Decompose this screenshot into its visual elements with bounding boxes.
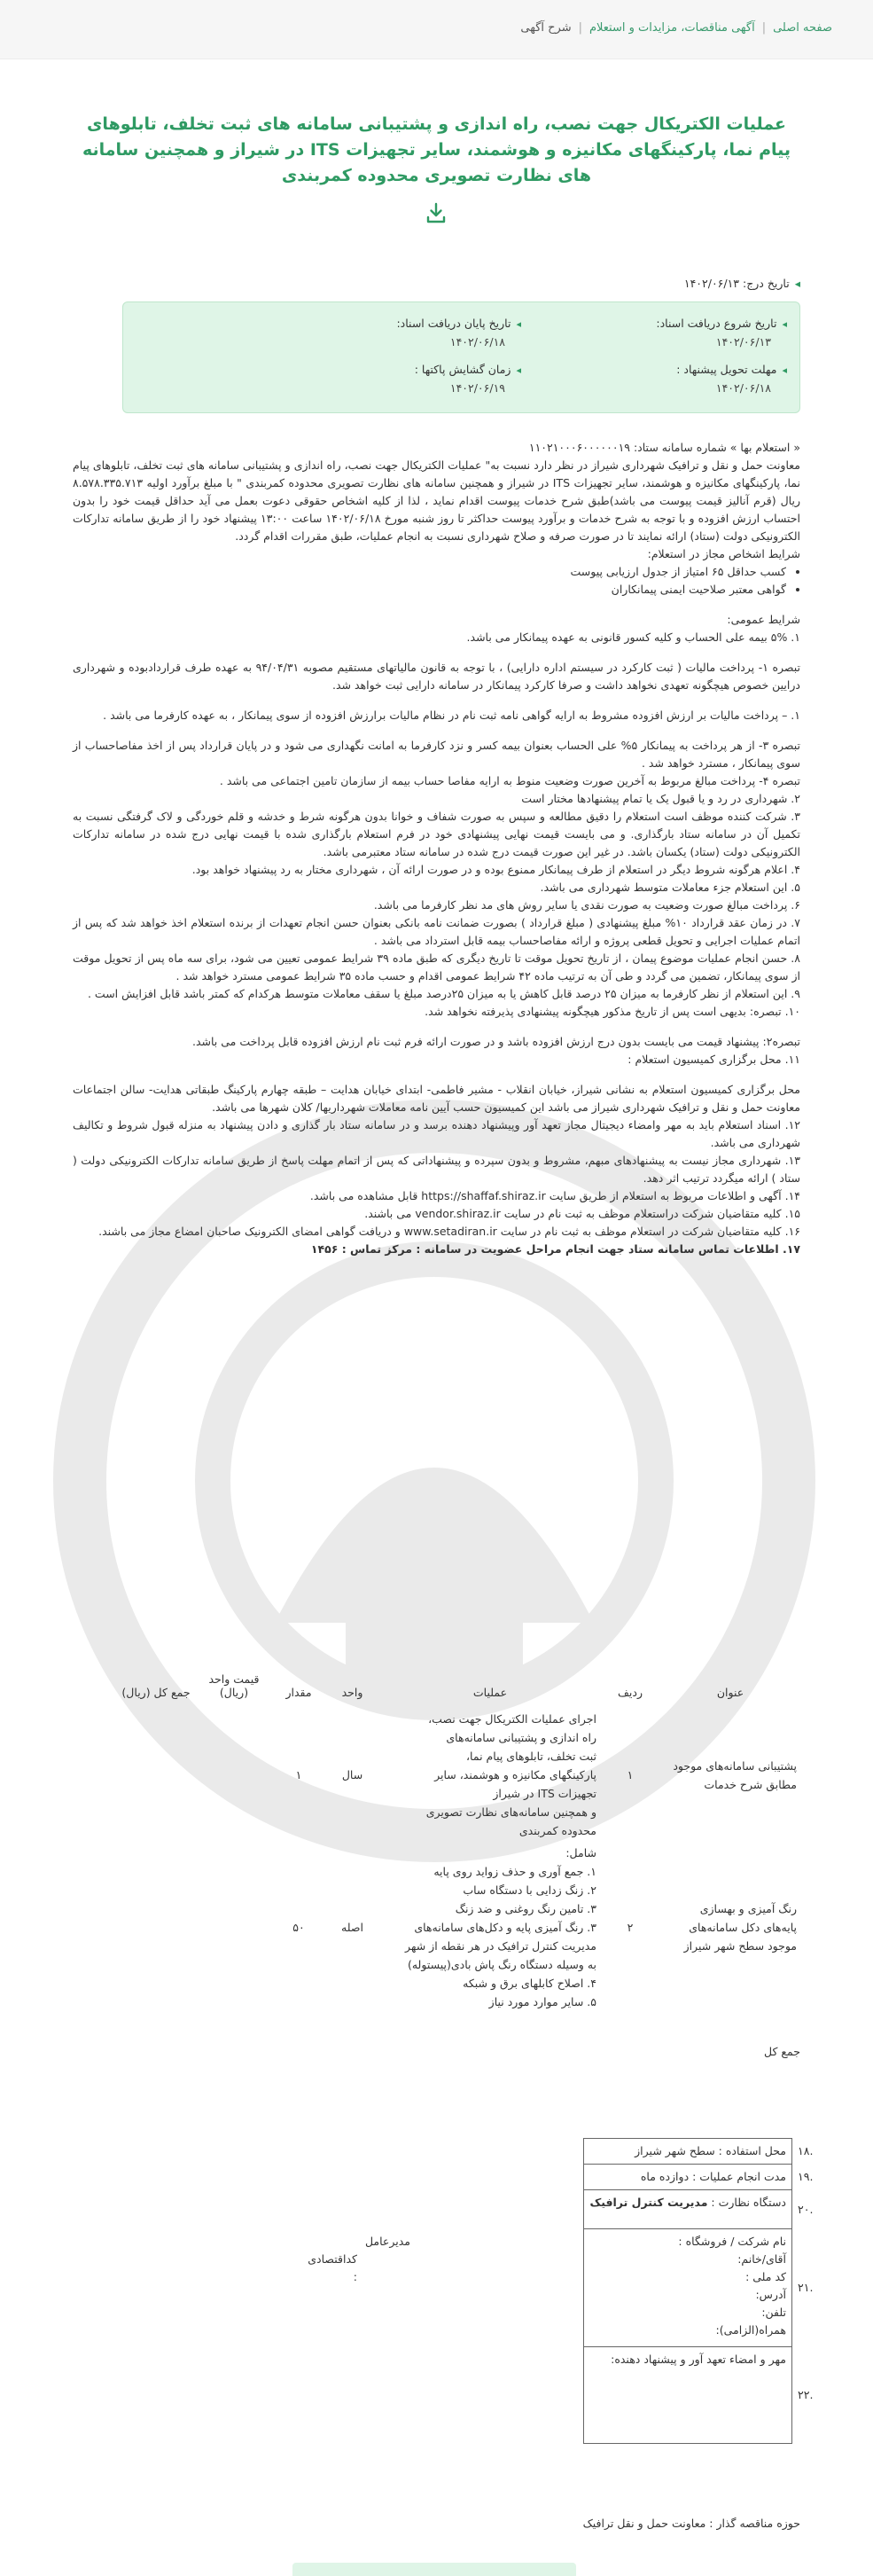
download-icon[interactable] — [424, 200, 448, 225]
table-row — [584, 2165, 833, 2190]
row-title: رنگ آمیزی و بهسازی پایه‌های دکل سامانه‌های موجود سطح شهر شیراز — [683, 1902, 797, 1953]
breadcrumb-bar — [0, 0, 873, 59]
col-unit-price: قیمت واحد (ریال) — [208, 1672, 260, 1699]
receive-start-date — [521, 315, 787, 351]
condition-2: ۲. شهرداری در رد و یا قبول یک یا تمام پیشنهادها مختار است — [521, 792, 800, 805]
breadcrumb — [520, 21, 832, 35]
breadcrumb-current: شرح آگهی — [520, 21, 572, 35]
operation-duration: مدت انجام عملیات : دوازده ماه — [584, 2165, 792, 2190]
company-name-field: نام شرکت / فروشگاه : — [678, 2235, 786, 2248]
row-unit: سال — [341, 1768, 363, 1781]
note-4: تبصره ۴- پرداخت مبالغ مربوط به آخرین صورت وضعیت منوط به ارایه مفاصا حساب بیمه از سازمان تامین اجتماعی می باشد . — [219, 774, 800, 787]
registration-date-label: تاریخ درج: — [739, 277, 790, 290]
registration-date — [684, 277, 800, 290]
opening-value: ۱۴۰۲/۰۶/۱۹ — [449, 381, 505, 395]
registration-date-value: ۱۴۰۲/۰۶/۱۳ — [683, 277, 740, 290]
operation-line: ۵. سایر موارد مورد نیاز — [488, 1995, 596, 2008]
operation-line: محدوده کمربندی — [518, 1824, 596, 1837]
row-number: .۲۲ — [798, 2388, 814, 2401]
row-number: .۱۸ — [798, 2144, 814, 2157]
receive-end-label: ◂ تاریخ پایان دریافت اسناد: — [255, 315, 521, 333]
mobile-field: همراه(الزامی): — [715, 2323, 786, 2337]
supervisor-value: مدیریت کنترل ترافیک — [589, 2196, 708, 2209]
row-number: .۲۱ — [798, 2281, 814, 2294]
row-number: ۲ — [627, 1921, 634, 1934]
row-total — [117, 1842, 195, 2013]
economic-code-label: کداقتصادی : — [308, 2252, 357, 2283]
breadcrumb-home-link[interactable]: صفحه اصلی — [773, 21, 832, 35]
address-field: آدرس: — [755, 2288, 786, 2301]
row-total — [117, 1708, 195, 1842]
usage-location: محل استفاده : سطح شهر شیراز — [584, 2139, 792, 2165]
table-row — [117, 1708, 800, 1842]
condition-10: ۱۰. تبصره: بدیهی است پس از تاریخ مذکور هیچگونه پیشنهادی پذیرفته نخواهد شد. — [425, 1005, 800, 1018]
deadline-label: ◂ مهلت تحویل پیشنهاد : — [521, 361, 787, 380]
table-row — [584, 2229, 833, 2347]
manager-label: مدیرعامل — [364, 2235, 410, 2248]
operation-line: تجهیزات ITS در شیراز — [493, 1787, 596, 1800]
table-row — [584, 2139, 833, 2165]
operation-line: مدیریت کنترل ترافیک در هر نقطه از شهر — [405, 1939, 596, 1953]
operation-line: ۱. جمع آوری و حذف زواید روی پایه — [433, 1865, 596, 1878]
tender-intro: معاونت حمل و نقل و ترافیک شهرداری شیراز در نظر دارد نسبت به" عملیات الکتریکال جهت نصب، راه اندازی و پشتیبانی سامانه های ثبت تخلف، تابلوهای پیام نما، پارکینگهای مکانیزه و هوشمند، سایر تجهیزات ITS در شیراز و همچنین سامانه های نظارت تصویری محدوده کمربندی " با مبلغ برآورد اولیه ۸.۵۷۸.۳۳۵.۷۱۳ ریال (قرم آنالیز قیمت پیوست می باشد)طبق شرح خدمات پیوست اقدام نماید ، لذا از کلیه اشخاص حقوقی دعوت بعمل می آید حداقل قیمت خود را بدون احتساب ارزش افزوده و با توجه به شرح خدمات و برآورد پیوست حداکثر تا روز شنبه مورخ ۱۴۰۲/۰۶/۱۸ ساعت ۱۳:۰۰ پیشنهاد خود را از طریق سامانه تدارکات الکترونیکی دولت (ستاد) ارائه نمایند تا در صورت صرفه و صلاح شهرداری نسبت به انجام عملیات، طبق مقررات اقدام گردد. — [73, 458, 801, 543]
row-unit: اصله — [341, 1921, 363, 1934]
condition-15: ۱۵. کلیه متقاضیان شرکت دراستعلام موظف به ثبت نام در سایت vendor.shiraz.ir می باشند. — [364, 1207, 800, 1220]
receive-end-value: ۱۴۰۲/۰۶/۱۸ — [449, 335, 505, 348]
submission-deadline — [521, 361, 787, 397]
proposer-department: حوزه مناقصه گذار : معاونت حمل و نقل ترافیک — [582, 2517, 800, 2530]
eligible-list — [73, 563, 800, 599]
opening-date — [255, 361, 521, 397]
row-qty: ۵۰ — [292, 1921, 305, 1934]
condition-8: ۸. حسن انجام عملیات موضوع پیمان ، از تاریخ تحویل موقت تا تاریخ دیگری که طبق ماده ۳۹ شرایط عمومی تعیین می شود، برای سه ماه پس از تحویل موقت از سوی پیمانکار، تضمین می گردد و طی آن به ترتیب ماده ۴۲ شرایط عمومی اقدام و حسب ماده ۳۵ شرایط عمومی مسترد خواهد شد . — [73, 951, 800, 983]
row-operations — [380, 1708, 600, 1842]
table-row — [117, 1842, 800, 2013]
table-row — [584, 2190, 833, 2229]
table-row — [584, 2347, 833, 2444]
condition-16: ۱۶. کلیه متقاضیان شرکت در استعلام موظف به ثبت نام در سایت www.setadiran.ir و دریافت گواهی امضای الکترونیک صاحبان امضاع مجاز می باشند. — [98, 1225, 800, 1238]
condition-7: ۷. در زمان عقد قرارداد ۱۰% مبلغ پیشنهادی ( مبلغ قرارداد ) بصورت ضمانت نامه بانکی بعنوان حسن انجام تعهدات از برنده استعلام اخذ خواهد شد که پس از اتمام عملیات اجرایی و تحویل قطعی پروژه و ارائه مفاصاحساب بیمه قابل استرداد می باشد . — [73, 916, 800, 947]
operation-line: شامل: — [565, 1846, 596, 1860]
breadcrumb-section-link[interactable]: آگهی مناقصات، مزایدات و استعلام — [588, 21, 755, 35]
phone-field: تلفن: — [761, 2306, 786, 2319]
eligible-title: شرایط اشخاص مجاز در استعلام: — [647, 547, 800, 560]
operation-line: ثبت تخلف، تابلوهای پیام نما، — [466, 1750, 596, 1763]
condition-5: ۵. این استعلام جزء معاملات متوسط شهرداری می باشد. — [540, 881, 800, 894]
price-table — [117, 1669, 800, 2013]
footer-action-button[interactable] — [292, 2563, 576, 2576]
contractor-info — [308, 2229, 792, 2347]
row-number: .۱۹ — [798, 2170, 814, 2183]
row-operations — [380, 1842, 600, 2013]
receive-end-date — [255, 315, 521, 351]
operation-line: راه اندازی و پشتیبانی سامانه‌های — [446, 1731, 596, 1744]
col-operations: عملیات — [472, 1686, 508, 1699]
condition-13: ۱۳. شهرداری مجاز نیست به پیشنهادهای مبهم، مشروط و بدون سپرده و پیشنهاداتی که پس از اتمام مهلت پاسخ از طریق سامانه تدارکات الکترونیکی دولت ( ستاد ) ارائه میگردد ترتیب اثر دهد. — [73, 1154, 800, 1185]
operation-line: ۲. زنگ زدایی با دستگاه ساب — [463, 1883, 596, 1897]
row-unit-price — [195, 1842, 273, 2013]
row-number: .۲۰ — [798, 2202, 814, 2216]
operation-line: ۳. تامین رنگ روغنی و ضد زنگ — [455, 1902, 596, 1915]
note-3: تبصره ۳- از هر پرداخت به پیمانکار ۵% علی الحساب بعنوان بیمه کسر و نزد کارفرما به امانت نگهداری می شود و در پایان قرارداد پس از اخذ مفاصاحساب از سوی پیمانکار ، مسترد خواهد شد . — [73, 739, 800, 770]
col-title: عنوان — [716, 1686, 744, 1699]
breadcrumb-separator: | — [578, 21, 582, 35]
breadcrumb-separator: | — [761, 21, 767, 35]
grand-total-label: جمع کل — [764, 2045, 800, 2058]
condition-6: ۶. پرداخت مبالغ صورت وضعیت به صورت نقدی یا سایر روش های مد نظر کارفرما می باشد. — [373, 898, 800, 912]
operation-line: ۴. اصلاح کابلهای برق و شبکه — [463, 1977, 596, 1990]
condition-12: ۱۲. اسناد استعلام باید به مهر وامضاء دیجیتال مجاز تعهد آور وپیشنهاد دهنده برسد و در سامانه ستاد بار گذاری و دادن پیشنهاد به منزله قبول شروط و تکالیف شهرداری می باشد. — [73, 1118, 800, 1149]
deadline-value: ۱۴۰۲/۰۶/۱۸ — [715, 381, 771, 395]
receive-start-value: ۱۴۰۲/۰۶/۱۳ — [715, 335, 771, 348]
tender-body — [73, 439, 800, 1258]
contract-info-table — [308, 2138, 833, 2444]
condition-9: ۹. این استعلام از نظر کارفرما به میزان ۲۵ درصد قابل کاهش یا به میزان ۲۵درصد مبلغ یا سقف معاملات متوسط هرکدام که کمتر باشد قابل افزایش است . — [87, 987, 800, 1000]
col-total: جمع کل (ریال) — [121, 1686, 191, 1699]
signature-field: مهر و امضاء تعهد آور و پیشنهاد دهنده: — [584, 2347, 792, 2444]
list-item: • کسب حداقل ۶۵ امتیاز از جدول ارزیابی پیوست — [73, 563, 786, 581]
general-conditions-title: شرایط عمومی: — [727, 613, 800, 626]
tender-system-number: « استعلام بها » شماره سامانه ستاد: ۱۱۰۲۱۰۰۰۶۰۰۰۰۰۰۱۹ — [528, 441, 800, 454]
col-row: ردیف — [617, 1686, 643, 1699]
table-header-row — [117, 1669, 800, 1708]
operation-line: پارکینگهای مکانیزه و هوشمند، سایر — [434, 1768, 596, 1781]
col-qty: مقدار — [285, 1686, 312, 1699]
bullet-icon: ◂ — [794, 277, 800, 290]
page-title: عملیات الکتریکال جهت نصب، راه اندازی و پشتیبانی سامانه های ثبت تخلف، تابلوهای پیام نما، پارکینگهای مکانیزه و هوشمند، سایر تجهیزات ITS در شیراز و همچنین سامانه های نظارت تصویری محدوده کمربندی — [82, 114, 791, 185]
condition-14: ۱۴. آگهی و اطلاعات مربوط به استعلام از طریق سایت https://shaffaf.shiraz.ir قابل مشاهده می باشد. — [309, 1189, 800, 1202]
operation-line: اجرای عملیات الکتریکال جهت نصب، — [428, 1712, 596, 1726]
list-item: • گواهی معتبر صلاحیت ایمنی پیمانکاران — [73, 581, 786, 599]
col-unit: واحد — [341, 1686, 363, 1699]
supervisor-label: دستگاه نظارت : — [711, 2196, 786, 2209]
person-name-field: آقای/خانم: — [737, 2252, 786, 2266]
condition-17: ۱۷. اطلاعات تماس سامانه ستاد جهت انجام مراحل عضویت در سامانه : مرکز تماس : ۱۴۵۶ — [310, 1242, 800, 1256]
note-1: تبصره ۱- پرداخت مالیات ( ثبت کارکرد در سیستم اداره دارایی) ، با توجه به قانون مالیاتهای مستقیم مصوبه ۹۴/۰۴/۳۱ به عهده طرف قراردادبوده و شهرداری درایین خصوص هیچگونه تعهدی نخواهد داشت و صرفا کارکرد پیمانکار در سامانه دارایی ثبت خواهد شد. — [73, 661, 801, 692]
row-title: پشتیبانی سامانه‌های موجود مطابق شرح خدمات — [673, 1758, 797, 1791]
note-2: ۱. – پرداخت مالیات بر ارزش افزوده مشروط به ارایه گواهی نامه ثبت نام در نظام مالیات برارزش افزوده از سوی پیمانکار ، به عهده کارفرما می باشد . — [103, 709, 800, 722]
row-qty: ۱ — [295, 1768, 302, 1781]
row-unit-price — [195, 1708, 273, 1842]
note-5: تبصره۲: پیشنهاد قیمت می بایست بدون درج ارزش افزوده باشد و در صورت ارائه فرم ثبت نام ارزش افزوده قابل پرداخت می باشد. — [191, 1035, 800, 1048]
condition-4: ۴. اعلام هرگونه شروط دیگر در استعلام از طرف پیمانکار ممنوع بوده و در صورت ارائه آن ، شهرداری مختار به رد پیشنهاد خواهد بود. — [191, 863, 800, 876]
condition-3: ۳. شرکت کننده موظف است استعلام را دقیق مطالعه و سپس به صورت شفاف و خوانا بدون هرگونه شرط و خدشه و قلم خوردگی و لاک گرفتگی نسبت به تکمیل آن در سامانه ستاد بارگذاری. و می بایست قیمت نهایی پیشنهادی خود در فرم استعلام بارگذاری شده با قیمت نهایی درج شده در سامانه تدارکات الکترونیکی دولت (ستاد) یکسان باشد. در غیر این صورت قیمت درج شده در سامانه ستاد معتبرمی باشد. — [73, 810, 800, 858]
condition-1: ۱. ۵% بیمه علی الحساب و کلیه کسور قانونی به عهده پیمانکار می باشد. — [466, 630, 800, 644]
row-number: ۱ — [627, 1768, 634, 1781]
commission-venue: محل برگزاری کمیسیون استعلام به نشانی شیراز، خیابان انقلاب - مشیر فاطمی- ابتدای خیابان هدایت – طبقه چهارم پارکینگ طبقاتی هدایت- سالن اجتماعات معاونت حمل و نقل و ترافیک شهرداری شیراز می باشد این کمیسیون حسب آیین نامه معاملات شهرداریها/ کلان شهرها می باشد. — [73, 1083, 800, 1114]
national-id-field: کد ملی : — [745, 2270, 786, 2283]
operation-line: ۳. رنگ آمیزی پایه و دکل‌های سامانه‌های — [414, 1921, 596, 1934]
operation-line: به وسیله دستگاه رنگ پاش بادی(پیستوله) — [407, 1958, 596, 1971]
operation-line: و همچنین سامانه‌های نظارت تصویری — [425, 1805, 596, 1819]
supervisor — [584, 2190, 792, 2229]
dates-info-box — [122, 301, 800, 413]
receive-start-label: ◂ تاریخ شروع دریافت اسناد: — [521, 315, 787, 333]
opening-label: ◂ زمان گشایش پاکتها : — [255, 361, 521, 380]
condition-11: ۱۱. محل برگزاری کمیسیون استعلام : — [627, 1053, 800, 1066]
